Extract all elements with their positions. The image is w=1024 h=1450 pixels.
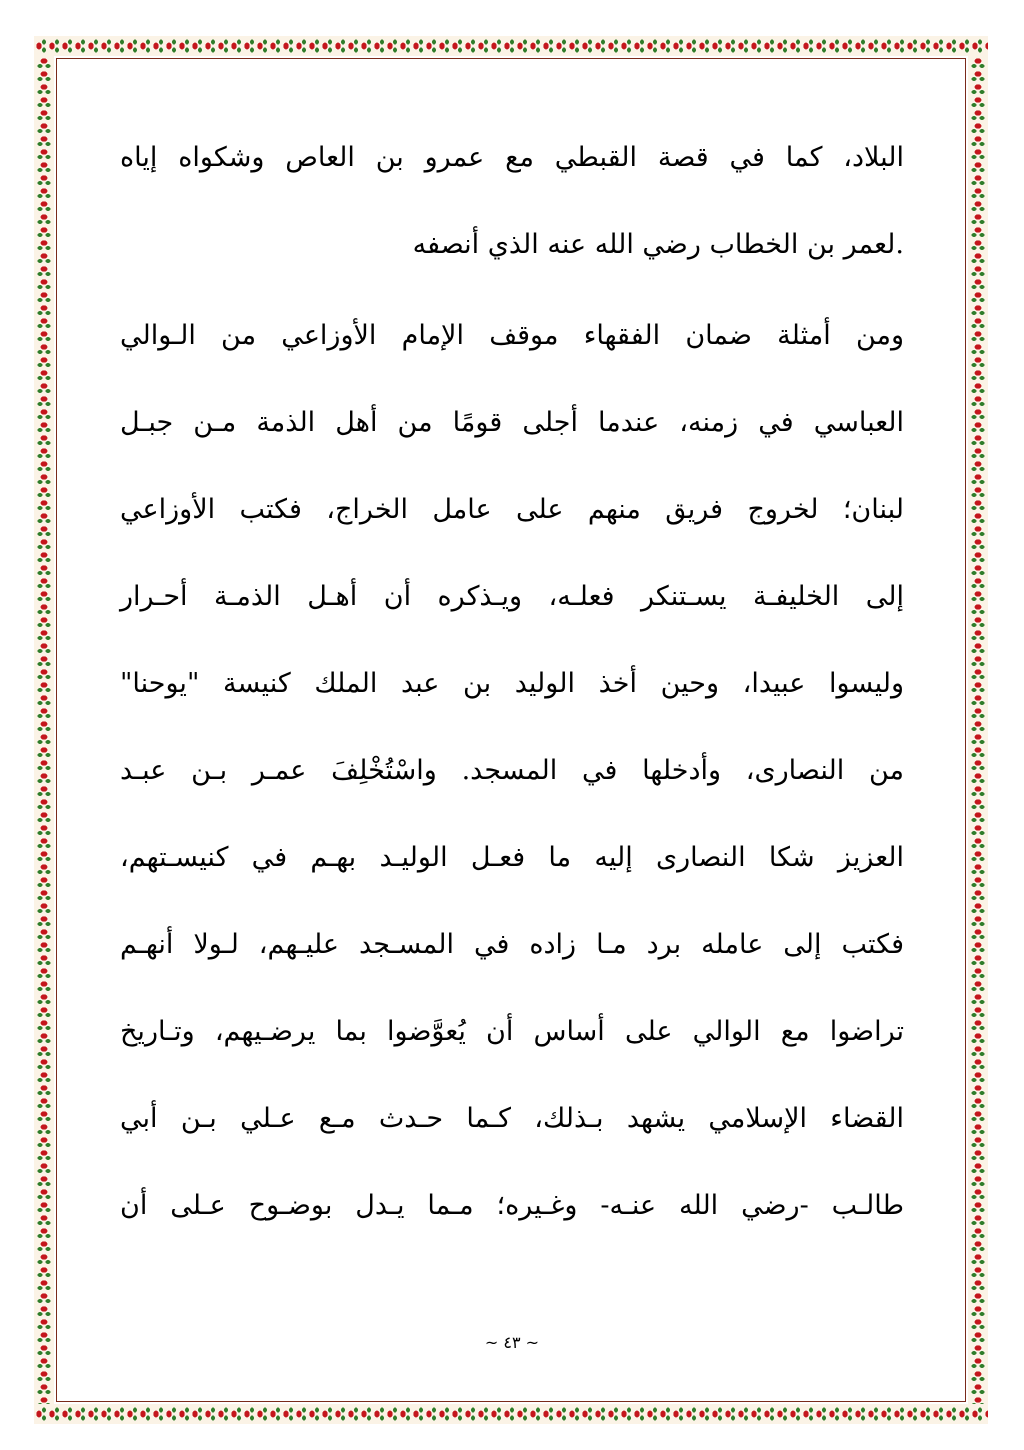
text-line: من النصارى، وأدخلها في المسجد. واسْتُخْلِفَ عمـر بـن عبـد	[120, 755, 904, 786]
page-number: ~ ٤٣ ~	[484, 1333, 540, 1352]
text-line: تراضوا مع الوالي على أساس أن يُعوَّضوا بما يرضـيهم، وتـاريخ	[120, 1016, 904, 1047]
text-line: طالـب -رضي الله عنـه- وغـيره؛ مـما يـدل بوضـوح عـلى أن	[120, 1190, 904, 1221]
text-line: وليسوا عبيدا، وحين أخذ الوليد بن عبد الملك كنيسة "يوحنا"	[120, 668, 904, 699]
decorative-border-top	[34, 36, 988, 56]
text-line: ومن أمثلة ضمان الفقهاء موقف الإمام الأوزاعي من الـوالي	[120, 320, 904, 351]
text-line: .لعمر بن الخطاب رضي الله عنه الذي أنصفه	[412, 229, 904, 260]
text-line: إلى الخليفـة يسـتنكر فعلـه، ويـذكره أن أهـل الذمـة أحـرار	[120, 581, 904, 612]
text-line: العزيز شكا النصارى إليه ما فعـل الوليـد بهـم في كنيسـتهم،	[120, 842, 904, 873]
decorative-border-left	[34, 56, 54, 1404]
decorative-border-right	[968, 56, 988, 1404]
text-line: لبنان؛ لخروج فريق منهم على عامل الخراج، فكتب الأوزاعي	[120, 494, 904, 525]
text-line: فكتب إلى عامله برد مـا زاده في المسـجد عليـهم، لـولا أنهـم	[120, 929, 904, 960]
page-body	[120, 128, 904, 1263]
text-line: القضاء الإسلامي يشهد بـذلك، كـما حـدث مـع عـلي بـن أبي	[120, 1103, 904, 1134]
text-line: العباسي في زمنه، عندما أجلى قومًا من أهل الذمة مـن جبـل	[120, 407, 904, 438]
decorative-border-bottom	[34, 1404, 988, 1424]
text-line: البلاد، كما في قصة القبطي مع عمرو بن العاص وشكواه إياه	[120, 142, 904, 173]
